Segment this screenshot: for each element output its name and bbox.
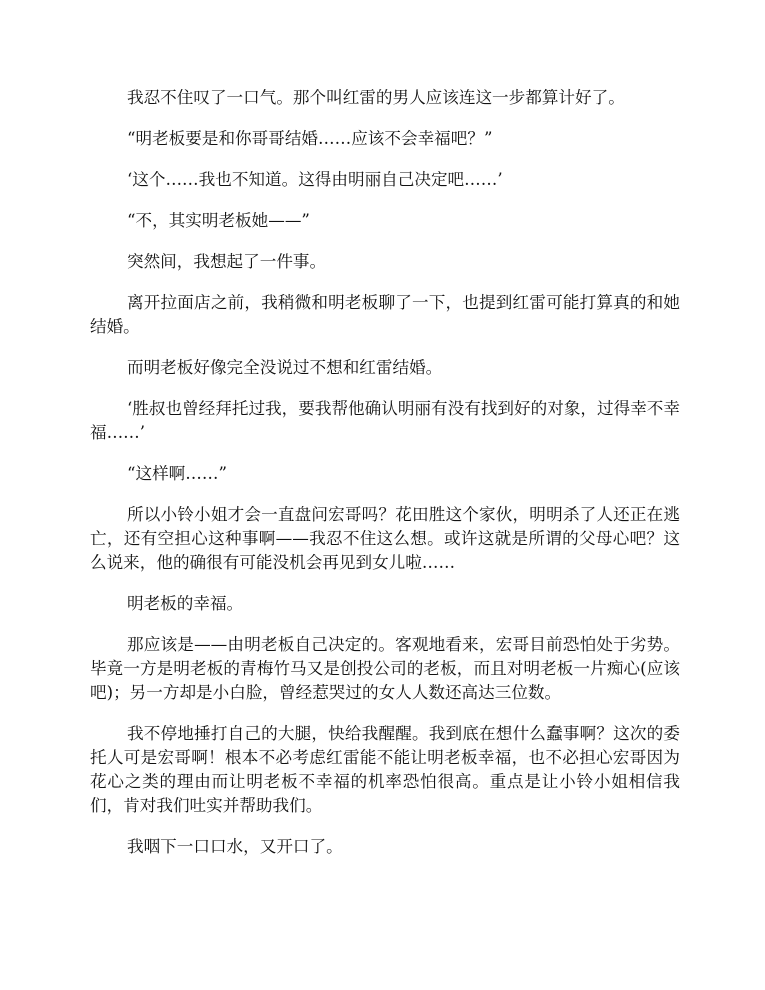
paragraph-2: “明老板要是和你哥哥结婚……应该不会幸福吧？”	[127, 129, 493, 148]
paragraph-1: 我忍不住叹了一口气。那个叫红雷的男人应该连这一步都算计好了。	[127, 88, 625, 107]
paragraph-6: 离开拉面店之前，我稍微和明老板聊了一下，也提到红雷可能打算真的和她结婚。	[90, 293, 680, 336]
paragraph-10: 所以小铃小姐才会一直盘问宏哥吗？花田胜这个家伙，明明杀了人还正在逃亡，还有空担心这种事啊——我忍不住这么想。或许这就是所谓的父母心吧？这么说来，他的确很有可能没机会再见到女儿啦……	[90, 505, 680, 572]
paragraph-9: “这样啊……”	[127, 464, 227, 483]
paragraph-8: ‘胜叔也曾经拜托过我，要我帮他确认明丽有没有找到好的对象，过得幸不幸福……’	[90, 399, 680, 442]
paragraph-14: 我咽下一口口水，又开口了。	[127, 837, 343, 856]
paragraph-3: ‘这个……我也不知道。这得由明丽自己决定吧……’	[127, 170, 503, 189]
paragraph-7: 而明老板好像完全没说过不想和红雷结婚。	[127, 358, 443, 377]
paragraph-13: 我不停地捶打自己的大腿，快给我醒醒。我到底在想什么蠢事啊？这次的委托人可是宏哥啊！根本不必考虑红雷能不能让明老板幸福，也不必担心宏哥因为花心之类的理由而让明老板不幸福的机率恐怕很高。重点是让小铃小姐相信我们，肯对我们吐实并帮助我们。	[90, 724, 680, 815]
paragraph-12: 那应该是——由明老板自己决定的。客观地看来，宏哥目前恐怕处于劣势。毕竟一方是明老板的青梅竹马又是创投公司的老板，而且对明老板一片痴心(应该吧)；另一方却是小白脸，曾经惹哭过的女人人数还高达三位数。	[90, 635, 680, 702]
document-page	[90, 86, 680, 876]
paragraph-11: 明老板的幸福。	[127, 594, 244, 613]
paragraph-4: “不，其实明老板她——”	[127, 211, 310, 230]
paragraph-5: 突然间，我想起了一件事。	[127, 252, 327, 271]
